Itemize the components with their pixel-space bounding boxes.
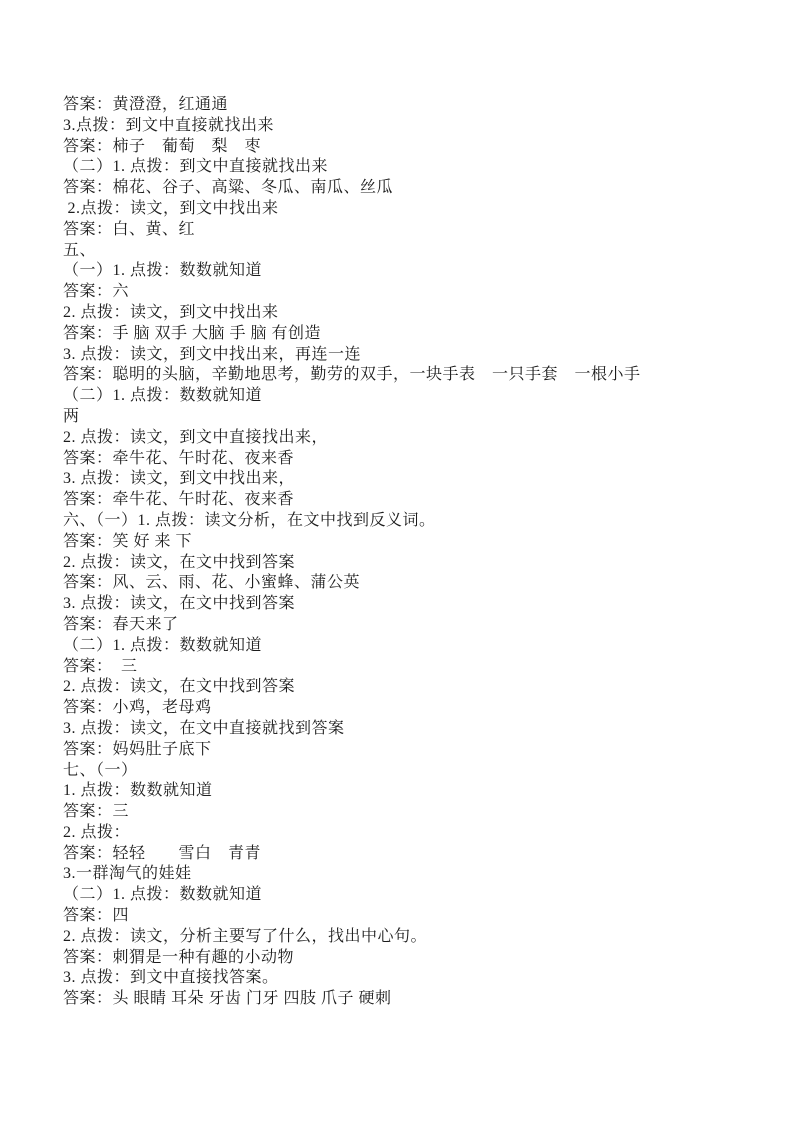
text-line: 2. 点拨：读文，在文中找到答案 [63,678,296,696]
text-line: 答案： 三 [63,657,138,675]
text-line: 3. 点拨：读文，在文中找到答案 [63,595,296,613]
text-line: （二）1. 点拨：数数就知道 [63,886,263,904]
text-line: 答案：妈妈肚子底下 [63,740,212,758]
text-line: 答案：轻轻 雪白 青青 [63,844,262,862]
text-line: 七、（一） [63,761,138,779]
text-line: 答案：棉花、谷子、高粱、冬瓜、南瓜、丝瓜 [63,179,394,197]
text-line: （二）1. 点拨：数数就知道 [63,387,263,405]
text-line: 答案：春天来了 [63,615,179,633]
text-line: 答案：笑 好 来 下 [63,532,193,550]
text-line: 答案：头 眼睛 耳朵 牙齿 门牙 四肢 爪子 硬刺 [63,990,392,1008]
text-line: 3. 点拨：读文，到文中找出来，再连一连 [63,345,362,363]
text-line: 答案：黄澄澄，红通通 [63,96,229,113]
text-line: 答案：牵牛花、午时花、夜来香 [63,491,295,509]
text-line: 答案：白、黄、红 [63,220,196,238]
text-line: 2. 点拨：读文，在文中找到答案 [63,553,296,571]
text-line: 答案：刺猬是一种有趣的小动物 [63,948,295,966]
text-line: 2. 点拨：读文，到文中找出来 [63,303,279,321]
text-line: 1. 点拨：数数就知道 [63,782,213,800]
text-line: （二）1. 点拨：到文中直接就找出来 [63,158,329,176]
text-line: 2. 点拨： [63,823,131,841]
text-line: 两 [63,407,80,425]
text-line: 六、（一）1. 点拨：读文分析，在文中找到反义词。 [63,511,436,529]
text-line: （一）1. 点拨：数数就知道 [63,262,263,280]
text-line: 3. 点拨：到文中直接找答案。 [63,969,279,987]
text-line: 答案：六 [63,283,130,301]
text-line: 五、 [63,241,97,259]
text-line: 答案：柿子 葡萄 梨 枣 [63,137,262,155]
text-line: 2. 点拨：读文，分析主要写了什么，找出中心句。 [63,927,428,945]
text-line: 答案：聪明的头脑，辛勤地思考，勤劳的双手，一块手表 一只手套 一根小手 [63,366,641,384]
document-body [63,95,743,1010]
text-line: 答案：风、云、雨、花、小蜜蜂、蒲公英 [63,574,361,592]
text-line: 答案：三 [63,803,130,821]
text-line: 3.一群淘气的娃娃 [63,865,192,883]
text-line: 答案：手 脑 双手 大脑 手 脑 有创造 [63,324,322,342]
text-line: 答案：四 [63,907,130,925]
text-line: 3. 点拨：读文，在文中直接就找到答案 [63,719,345,737]
text-line: 3.点拨：到文中直接就找出来 [63,116,275,134]
text-line: 2.点拨：读文，到文中找出来 [63,199,279,217]
text-line: 3. 点拨：读文，到文中找出来， [63,470,296,488]
text-line: 答案：牵牛花、午时花、夜来香 [63,449,295,467]
text-line: （二）1. 点拨：数数就知道 [63,636,263,654]
text-line: 2. 点拨：读文，到文中直接找出来， [63,428,329,446]
text-line: 答案：小鸡，老母鸡 [63,699,212,717]
